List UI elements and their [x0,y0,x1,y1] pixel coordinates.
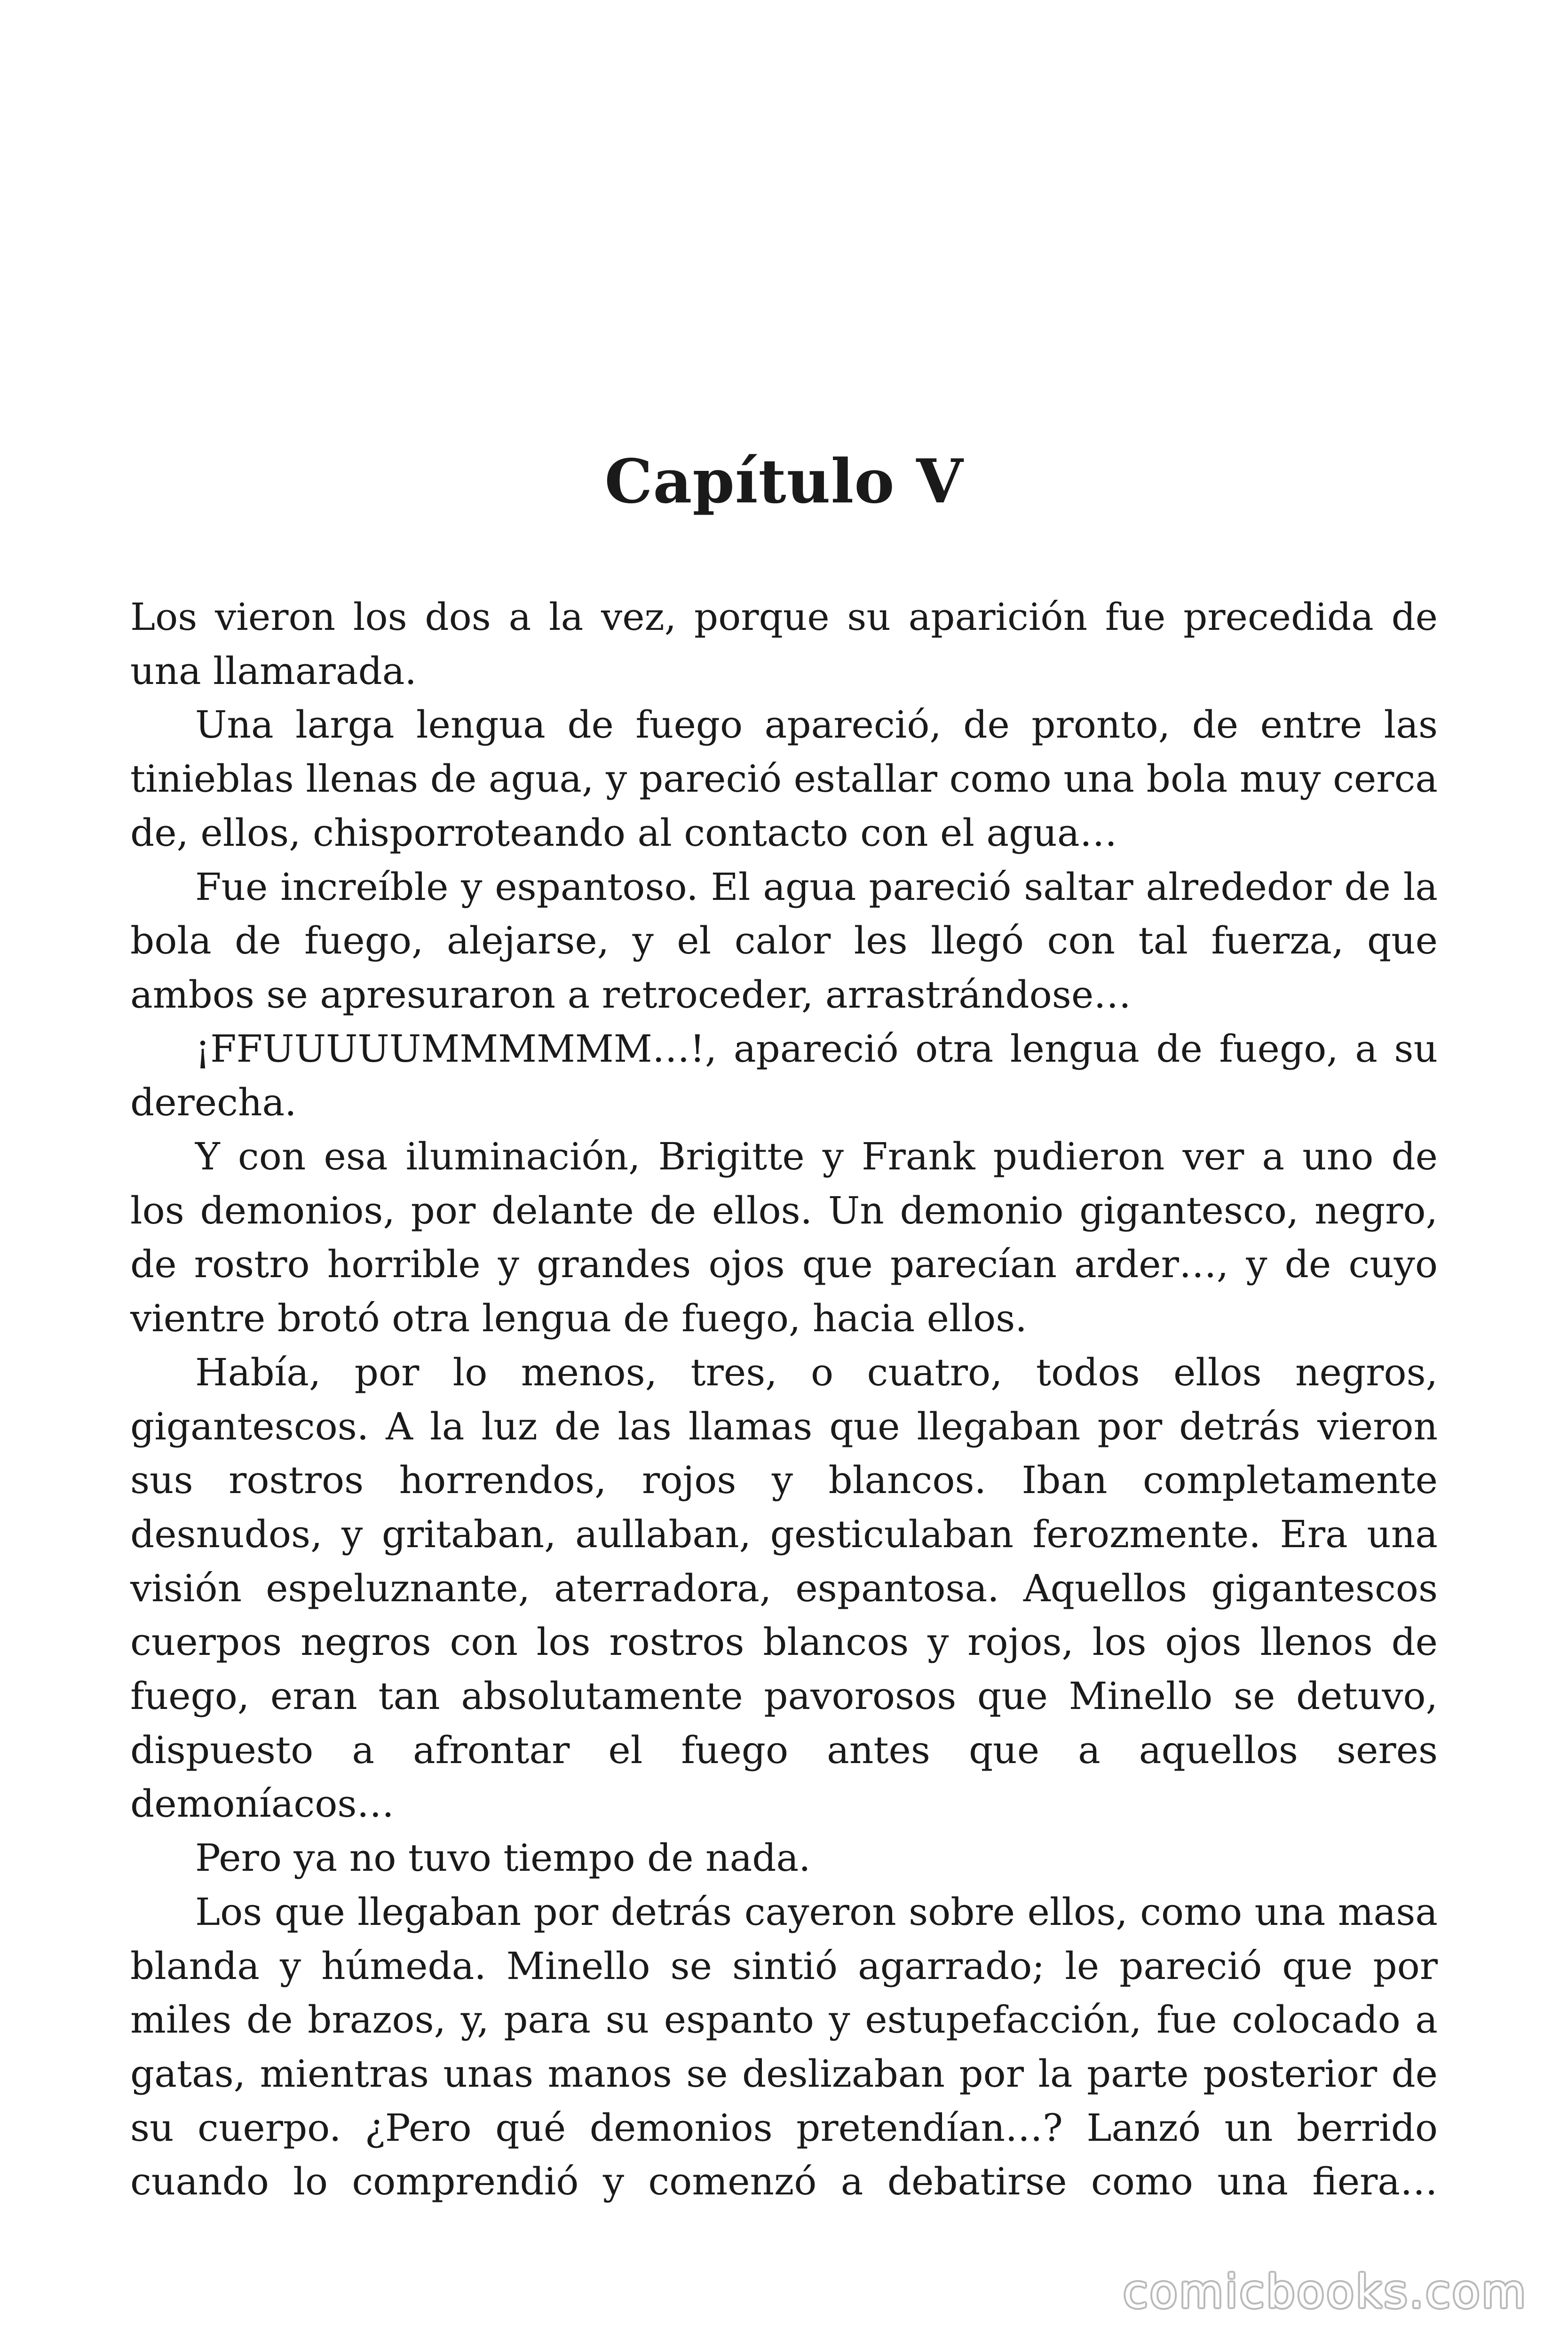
paragraph: Los que llegaban por detrás cayeron sobre ellos, como una masa blanda y húmeda. Minello se sintió agarrado; le pareció que por miles de brazos, y, para su espanto y estupefacción, fue colocado a gatas, mientras unas manos se deslizaban por la parte posterior de su cuerpo. ¿Pero qué demonios pretendían…? Lanzó un berrido cuando lo comprendió y comenzó a debatirse como una fiera… [130,1890,1438,2204]
paragraph: Fue increíble y espantoso. El agua pareció saltar alrededor de la bola de fuego, alejarse, y el calor les llegó con tal fuerza, que ambos se apresuraron a retroceder, arrastrándose… [130,865,1438,1017]
watermark: comicbooks.com [1123,2265,1528,2318]
paragraph: Una larga lengua de fuego apareció, de pronto, de entre las tinieblas llenas de agua, y pareció estallar como una bola muy cerca de, ellos, chisporroteando al contacto con el agua… [130,703,1438,855]
chapter-body [130,590,1438,2209]
paragraph: Pero ya no tuvo tiempo de nada. [195,1836,811,1880]
paragraph: Había, por lo menos, tres, o cuatro, todos ellos negros, gigantescos. A la luz de las llamas que llegaban por detrás vieron sus rostros horrendos, rojos y blancos. Iban completamente desnudos, y gritaban, aullaban, gesticulaban ferozmente. Era una visión espeluznante, aterradora, espantosa. Aquellos gigantescos cuerpos negros con los rostros blancos y rojos, los ojos llenos de fuego, eran tan absolutamente pavorosos que Minello se detuvo, dispuesto a afrontar el fuego antes que a aquellos seres demoníacos… [130,1350,1438,1826]
paragraph: ¡FFUUUUUMMMMMM…!, apareció otra lengua de fuego, a su derecha. [130,1026,1438,1125]
paragraph: Los vieron los dos a la vez, porque su aparición fue precedida de una llamarada. [130,595,1438,693]
paragraph: Y con esa iluminación, Brigitte y Frank pudieron ver a uno de los demonios, por delante de ellos. Un demonio gigantesco, negro, de rostro horrible y grandes ojos que parecían arder…, y de cuyo vientre brotó otra lengua de fuego, hacia ellos. [130,1135,1438,1341]
chapter-title: Capítulo V [604,446,964,517]
